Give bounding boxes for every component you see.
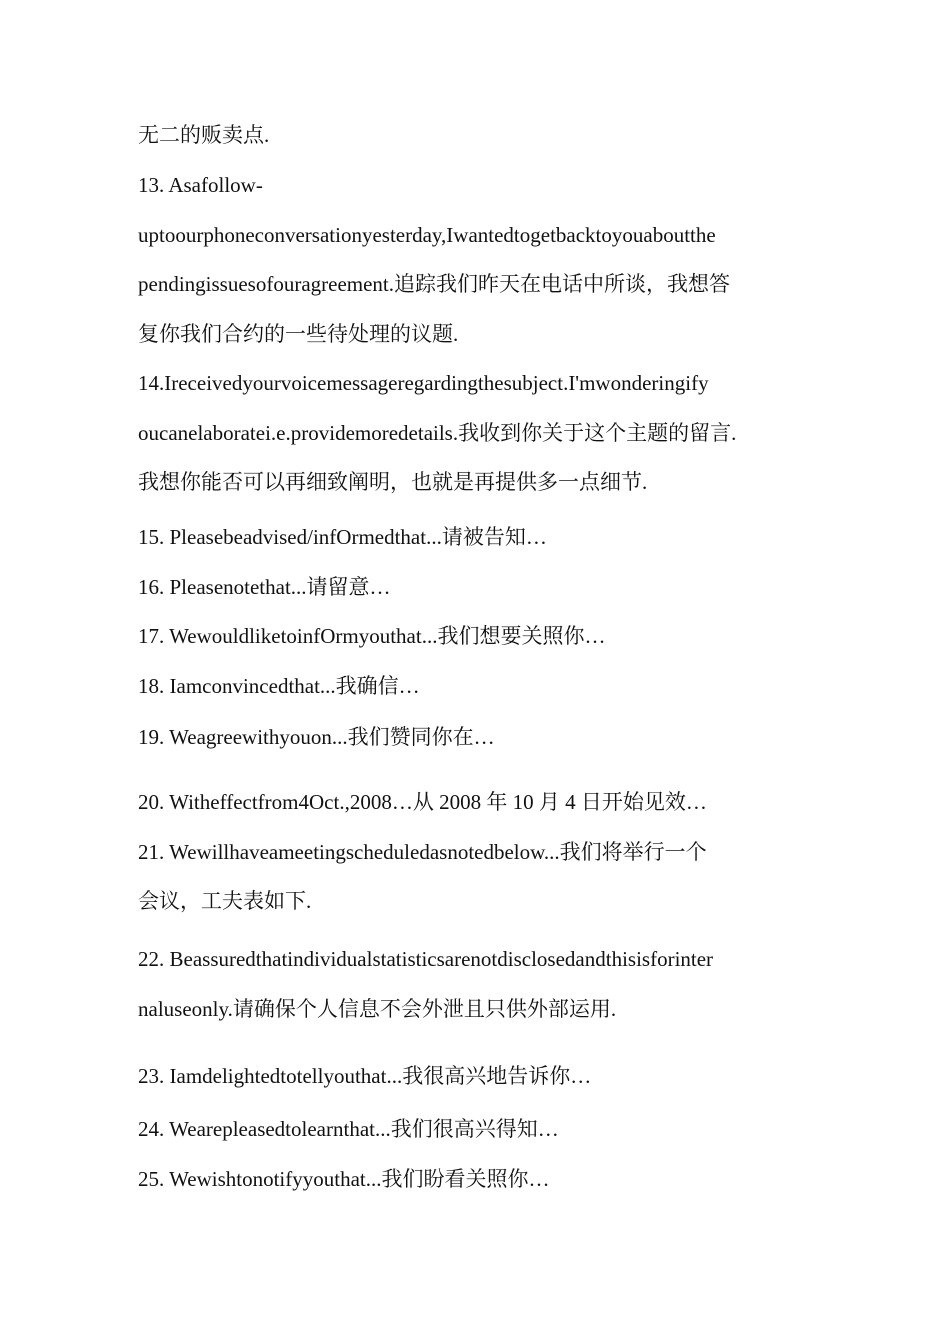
text-line: 16. Pleasenotethat...请留意… bbox=[138, 575, 391, 599]
text-line: 24. Wearepleasedtolearnthat...我们很高兴得知… bbox=[138, 1117, 559, 1141]
text-line: 无二的贩卖点. bbox=[138, 123, 270, 147]
text-line: 复你我们合约的一些待处理的议题. bbox=[138, 322, 459, 346]
text-line: 13. Asafollow- bbox=[138, 173, 263, 197]
text-line: 19. Weagreewithyouon...我们赞同你在… bbox=[138, 725, 495, 749]
text-line: 18. Iamconvincedthat...我确信… bbox=[138, 674, 420, 698]
text-line: 14.Ireceivedyourvoicemessageregardingthesubject.I'mwonderingify bbox=[138, 371, 709, 395]
text-line: pendingissuesofouragreement.追踪我们昨天在电话中所谈，我想答 bbox=[138, 272, 731, 296]
text-line: 17. WewouldliketoinfOrmyouthat...我们想要关照你… bbox=[138, 624, 606, 648]
text-line: 15. Pleasebeadvised/infOrmedthat...请被告知… bbox=[138, 525, 547, 549]
text-line: 23. Iamdelightedtotellyouthat...我很高兴地告诉你… bbox=[138, 1064, 592, 1088]
text-line: 会议，工夫表如下. bbox=[138, 889, 312, 913]
text-line: uptoourphoneconversationyesterday,Iwantedtogetbacktoyouaboutthe bbox=[138, 223, 716, 247]
text-line: 我想你能否可以再细致阐明，也就是再提供多一点细节. bbox=[138, 470, 648, 494]
text-line: 21. Wewillhaveameetingscheduledasnotedbelow...我们将举行一个 bbox=[138, 840, 707, 864]
text-line: 22. Beassuredthatindividualstatisticsarenotdisclosedandthisisforinter bbox=[138, 947, 714, 971]
text-line: 20. Witheffectfrom4Oct.,2008…从 2008 年 10 月 4 日开始见效… bbox=[138, 790, 707, 814]
text-line: naluseonly.请确保个人信息不会外泄且只供外部运用. bbox=[138, 997, 617, 1021]
text-line: 25. Wewishtonotifyyouthat...我们盼看关照你… bbox=[138, 1167, 550, 1191]
text-line: oucanelaboratei.e.providemoredetails.我收到你关于这个主题的留言. bbox=[138, 421, 737, 445]
